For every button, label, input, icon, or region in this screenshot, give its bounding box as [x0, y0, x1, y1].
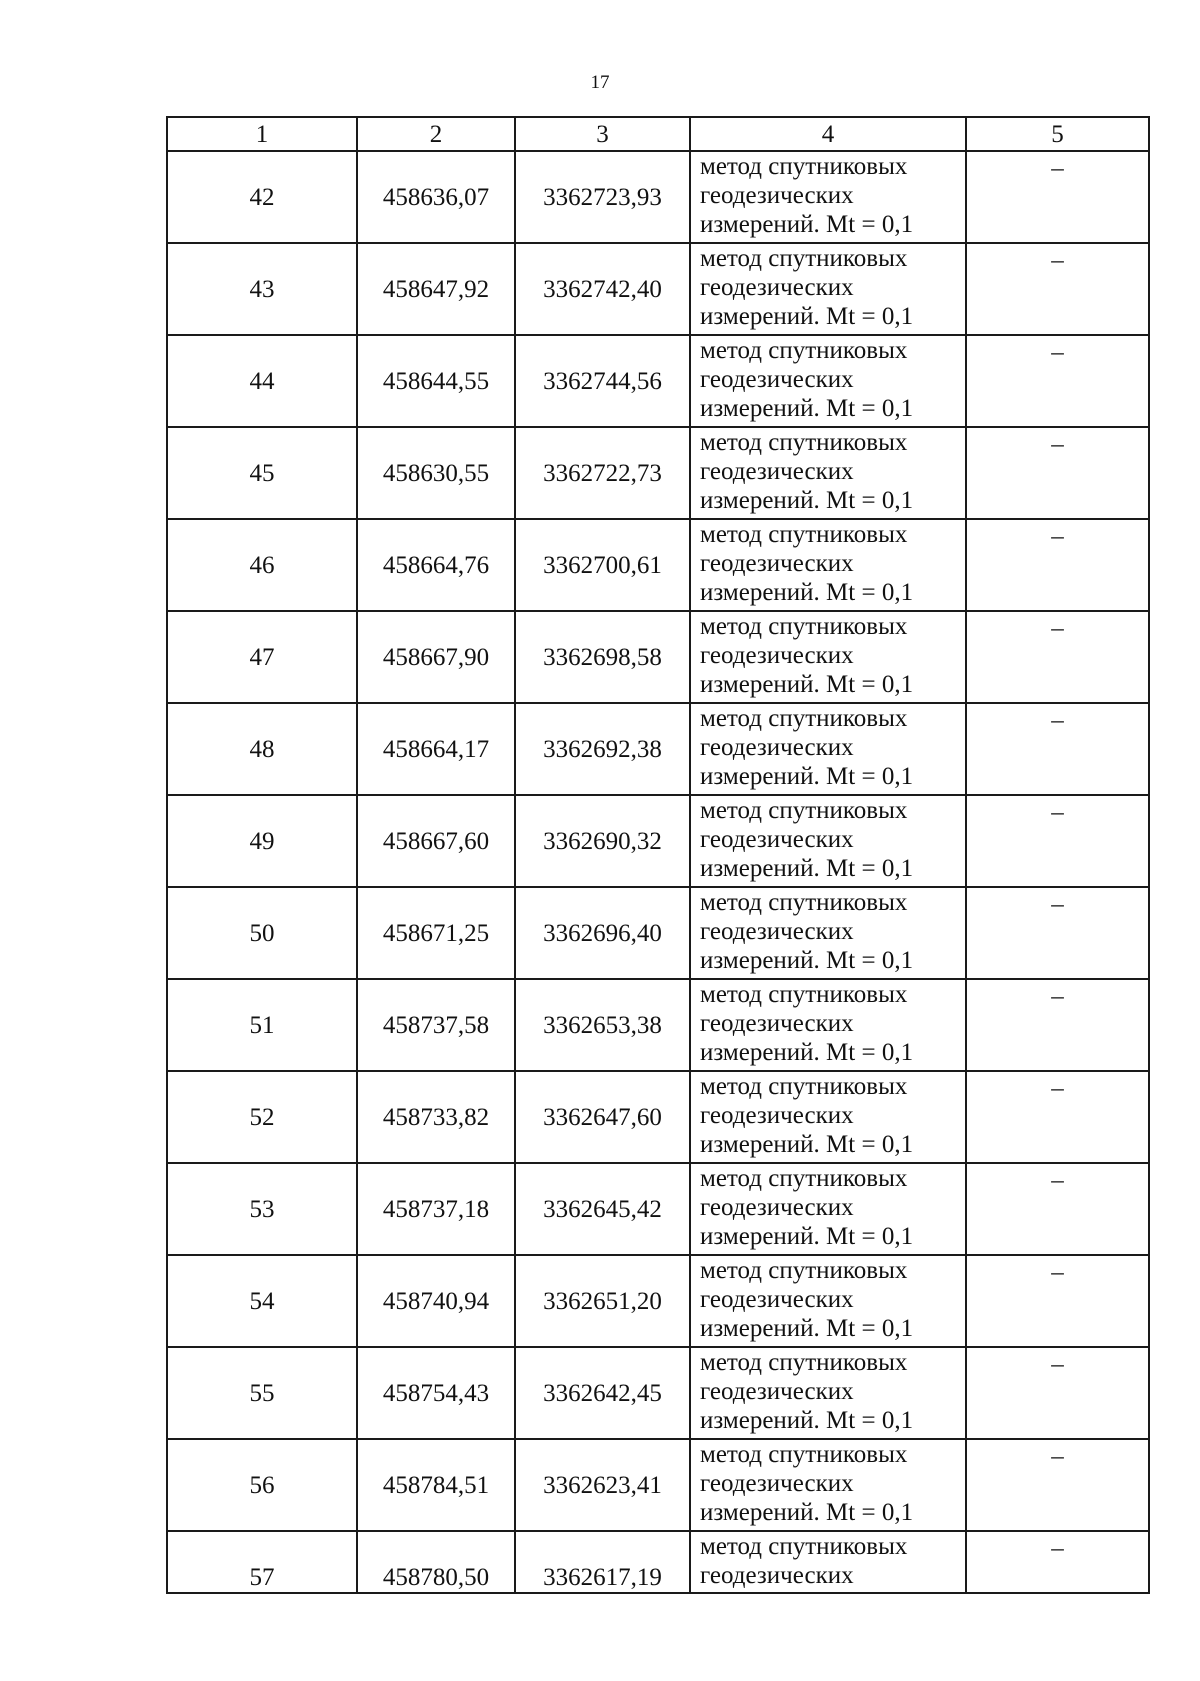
column-header-1: 1	[167, 117, 357, 151]
method-cell	[690, 1347, 966, 1439]
point-number: 52	[167, 1071, 357, 1163]
column-5-value: –	[966, 427, 1149, 519]
coord-y: 3362700,61	[515, 519, 690, 611]
point-number: 54	[167, 1255, 357, 1347]
table-row	[167, 243, 1149, 335]
method-line-1: метод спутниковых	[700, 521, 908, 548]
table-row	[167, 887, 1149, 979]
table-row	[167, 519, 1149, 611]
method-line-2: геодезических	[700, 1102, 854, 1129]
coord-y: 3362723,93	[515, 151, 690, 243]
table-row	[167, 1255, 1149, 1347]
coord-x: 458647,92	[357, 243, 515, 335]
coord-y: 3362742,40	[515, 243, 690, 335]
method-line-1: метод спутниковых	[700, 1349, 908, 1376]
coord-x: 458740,94	[357, 1255, 515, 1347]
coord-x: 458737,58	[357, 979, 515, 1071]
column-5-value: –	[966, 151, 1149, 243]
method-line-1: метод спутниковых	[700, 889, 908, 916]
coord-x: 458733,82	[357, 1071, 515, 1163]
method-cell	[690, 887, 966, 979]
coord-x: 458667,60	[357, 795, 515, 887]
coord-x: 458671,25	[357, 887, 515, 979]
coord-y: 3362651,20	[515, 1255, 690, 1347]
column-5-value: –	[966, 519, 1149, 611]
table-row	[167, 1439, 1149, 1531]
method-line-3: измерений. Mt = 0,1	[700, 303, 914, 330]
coord-y: 3362623,41	[515, 1439, 690, 1531]
method-line-3: измерений. Mt = 0,1	[700, 1499, 914, 1526]
table-row	[167, 1163, 1149, 1255]
method-line-3: измерений. Mt = 0,1	[700, 947, 914, 974]
table-row	[167, 703, 1149, 795]
coord-x: 458644,55	[357, 335, 515, 427]
coordinates-table	[166, 116, 1150, 1594]
method-line-1: метод спутниковых	[700, 337, 908, 364]
method-cell	[690, 519, 966, 611]
method-line-1: метод спутниковых	[700, 1533, 908, 1560]
method-cell	[690, 1255, 966, 1347]
table-row-last	[167, 1531, 1149, 1593]
table-row	[167, 1071, 1149, 1163]
method-line-1: метод спутниковых	[700, 245, 908, 272]
method-line-1: метод спутниковых	[700, 1441, 908, 1468]
column-header-3: 3	[515, 117, 690, 151]
method-cell	[690, 427, 966, 519]
column-5-value: –	[966, 1439, 1149, 1531]
point-number: 57	[167, 1531, 357, 1593]
method-line-2: геодезических	[700, 366, 854, 393]
table-row	[167, 795, 1149, 887]
table-body	[167, 151, 1149, 1593]
method-line-3: измерений. Mt = 0,1	[700, 855, 914, 882]
method-cell	[690, 795, 966, 887]
coord-x: 458667,90	[357, 611, 515, 703]
coord-x: 458737,18	[357, 1163, 515, 1255]
method-line-1: метод спутниковых	[700, 153, 908, 180]
method-cell	[690, 1071, 966, 1163]
method-cell	[690, 1163, 966, 1255]
coord-y: 3362617,19	[515, 1531, 690, 1593]
coord-y: 3362645,42	[515, 1163, 690, 1255]
point-number: 48	[167, 703, 357, 795]
column-5-value: –	[966, 1347, 1149, 1439]
page-number: 17	[590, 72, 610, 93]
point-number: 56	[167, 1439, 357, 1531]
method-line-3: измерений. Mt = 0,1	[700, 579, 914, 606]
table-row	[167, 1347, 1149, 1439]
method-line-1: метод спутниковых	[700, 797, 908, 824]
coord-x: 458630,55	[357, 427, 515, 519]
column-5-value: –	[966, 1255, 1149, 1347]
column-5-value: –	[966, 887, 1149, 979]
point-number: 45	[167, 427, 357, 519]
method-line-2: геодезических	[700, 274, 854, 301]
method-cell	[690, 703, 966, 795]
coord-y: 3362698,58	[515, 611, 690, 703]
method-line-3: измерений. Mt = 0,1	[700, 395, 914, 422]
method-line-2: геодезических	[700, 458, 854, 485]
method-line-3: измерений. Mt = 0,1	[700, 211, 914, 238]
coord-x: 458636,07	[357, 151, 515, 243]
method-line-2: геодезических	[700, 182, 854, 209]
method-line-1: метод спутниковых	[700, 613, 908, 640]
column-5-value: –	[966, 703, 1149, 795]
coord-y: 3362696,40	[515, 887, 690, 979]
method-line-2: геодезических	[700, 550, 854, 577]
table-row	[167, 427, 1149, 519]
method-cell	[690, 151, 966, 243]
coord-x: 458754,43	[357, 1347, 515, 1439]
point-number: 55	[167, 1347, 357, 1439]
method-line-3: измерений. Mt = 0,1	[700, 1039, 914, 1066]
coord-x: 458664,76	[357, 519, 515, 611]
table-row	[167, 979, 1149, 1071]
method-line-2: геодезических	[700, 642, 854, 669]
method-line-2: геодезических	[700, 1562, 854, 1589]
point-number: 46	[167, 519, 357, 611]
method-line-1: метод спутниковых	[700, 705, 908, 732]
coord-x: 458664,17	[357, 703, 515, 795]
method-line-3: измерений. Mt = 0,1	[700, 1315, 914, 1342]
method-line-3: измерений. Mt = 0,1	[700, 1407, 914, 1434]
method-line-1: метод спутниковых	[700, 429, 908, 456]
column-header-4: 4	[690, 117, 966, 151]
method-cell	[690, 335, 966, 427]
method-line-2: геодезических	[700, 826, 854, 853]
column-5-value: –	[966, 243, 1149, 335]
column-5-value: –	[966, 979, 1149, 1071]
point-number: 44	[167, 335, 357, 427]
method-line-3: измерений. Mt = 0,1	[700, 487, 914, 514]
method-line-1: метод спутниковых	[700, 1165, 908, 1192]
method-cell	[690, 1531, 966, 1593]
table-header-row	[167, 117, 1149, 151]
coord-x: 458780,50	[357, 1531, 515, 1593]
point-number: 51	[167, 979, 357, 1071]
point-number: 42	[167, 151, 357, 243]
method-line-1: метод спутниковых	[700, 1257, 908, 1284]
column-5-value: –	[966, 611, 1149, 703]
coord-y: 3362653,38	[515, 979, 690, 1071]
coord-y: 3362722,73	[515, 427, 690, 519]
coord-x: 458784,51	[357, 1439, 515, 1531]
coord-y: 3362744,56	[515, 335, 690, 427]
coord-y: 3362692,38	[515, 703, 690, 795]
method-line-3: измерений. Mt = 0,1	[700, 671, 914, 698]
table-row	[167, 151, 1149, 243]
method-line-2: геодезических	[700, 918, 854, 945]
coord-y: 3362690,32	[515, 795, 690, 887]
method-line-2: геодезических	[700, 1470, 854, 1497]
method-line-2: геодезических	[700, 1010, 854, 1037]
method-cell	[690, 611, 966, 703]
method-line-2: геодезических	[700, 734, 854, 761]
column-5-value: –	[966, 795, 1149, 887]
method-cell	[690, 979, 966, 1071]
method-line-2: геодезических	[700, 1194, 854, 1221]
table-row	[167, 611, 1149, 703]
table-row	[167, 335, 1149, 427]
coord-y: 3362647,60	[515, 1071, 690, 1163]
point-number: 49	[167, 795, 357, 887]
column-header-5: 5	[966, 117, 1149, 151]
method-line-2: геодезических	[700, 1286, 854, 1313]
method-cell	[690, 243, 966, 335]
column-5-value: –	[966, 1531, 1149, 1593]
point-number: 47	[167, 611, 357, 703]
column-5-value: –	[966, 1071, 1149, 1163]
method-line-3: измерений. Mt = 0,1	[700, 763, 914, 790]
method-line-3: измерений. Mt = 0,1	[700, 1223, 914, 1250]
method-line-2: геодезических	[700, 1378, 854, 1405]
method-cell	[690, 1439, 966, 1531]
method-line-1: метод спутниковых	[700, 1073, 908, 1100]
column-5-value: –	[966, 1163, 1149, 1255]
method-line-1: метод спутниковых	[700, 981, 908, 1008]
column-5-value: –	[966, 335, 1149, 427]
point-number: 43	[167, 243, 357, 335]
column-header-2: 2	[357, 117, 515, 151]
point-number: 53	[167, 1163, 357, 1255]
point-number: 50	[167, 887, 357, 979]
coord-y: 3362642,45	[515, 1347, 690, 1439]
method-line-3: измерений. Mt = 0,1	[700, 1131, 914, 1158]
